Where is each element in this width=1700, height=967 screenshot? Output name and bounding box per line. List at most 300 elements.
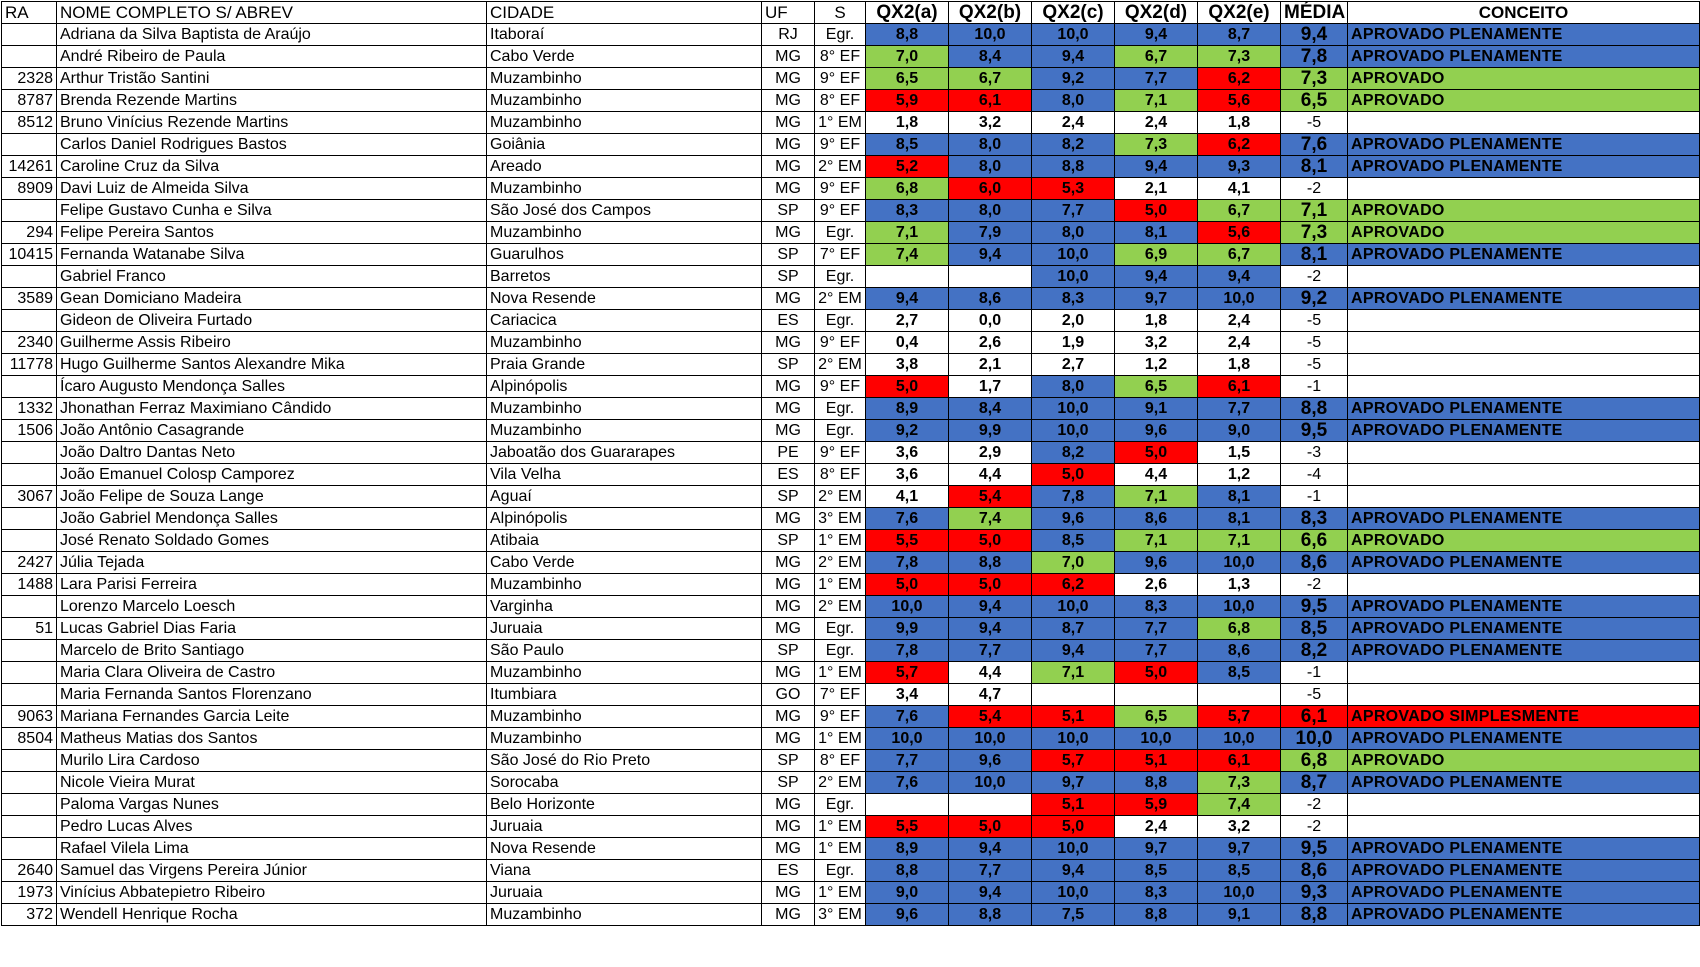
cell-qx2d[interactable]: 9,6 [1115,552,1198,574]
cell-qx2d[interactable]: 6,5 [1115,706,1198,728]
cell-city[interactable]: Belo Horizonte [487,794,762,816]
cell-name[interactable]: João Felipe de Souza Lange [57,486,487,508]
column-header-conceito[interactable]: CONCEITO [1348,2,1700,24]
cell-name[interactable]: Felipe Pereira Santos [57,222,487,244]
cell-qx2a[interactable]: 7,8 [866,640,949,662]
cell-uf[interactable]: PE [762,442,815,464]
cell-qx2c[interactable]: 10,0 [1032,882,1115,904]
cell-qx2c[interactable]: 9,6 [1032,508,1115,530]
cell-qx2d[interactable]: 7,7 [1115,618,1198,640]
cell-qx2e[interactable]: 3,2 [1198,816,1281,838]
cell-city[interactable]: Nova Resende [487,288,762,310]
cell-qx2a[interactable]: 7,6 [866,706,949,728]
cell-qx2b[interactable] [949,266,1032,288]
cell-uf[interactable]: MG [762,904,815,926]
cell-s[interactable]: 2° EM [815,552,866,574]
cell-media[interactable]: -1 [1281,486,1348,508]
cell-qx2e[interactable]: 5,6 [1198,222,1281,244]
cell-conceito[interactable]: APROVADO PLENAMENTE [1348,772,1700,794]
cell-qx2a[interactable]: 5,7 [866,662,949,684]
cell-uf[interactable]: MG [762,552,815,574]
cell-name[interactable]: Murilo Lira Cardoso [57,750,487,772]
cell-qx2e[interactable]: 6,2 [1198,68,1281,90]
cell-conceito[interactable] [1348,332,1700,354]
cell-conceito[interactable]: APROVADO PLENAMENTE [1348,46,1700,68]
cell-qx2d[interactable]: 9,6 [1115,420,1198,442]
cell-city[interactable]: Barretos [487,266,762,288]
cell-media[interactable]: -2 [1281,816,1348,838]
cell-uf[interactable]: ES [762,464,815,486]
cell-media[interactable]: 8,8 [1281,398,1348,420]
cell-city[interactable]: Juruaia [487,618,762,640]
cell-name[interactable]: Pedro Lucas Alves [57,816,487,838]
cell-media[interactable]: 8,1 [1281,156,1348,178]
cell-name[interactable]: Adriana da Silva Baptista de Araújo [57,24,487,46]
cell-qx2e[interactable]: 1,5 [1198,442,1281,464]
cell-qx2a[interactable]: 7,0 [866,46,949,68]
cell-qx2c[interactable]: 8,8 [1032,156,1115,178]
cell-conceito[interactable] [1348,112,1700,134]
cell-uf[interactable]: SP [762,266,815,288]
cell-qx2d[interactable]: 9,4 [1115,266,1198,288]
cell-ra[interactable]: 51 [2,618,57,640]
cell-uf[interactable]: MG [762,222,815,244]
cell-media[interactable]: 8,2 [1281,640,1348,662]
cell-qx2a[interactable]: 5,5 [866,530,949,552]
cell-qx2d[interactable]: 7,1 [1115,486,1198,508]
cell-city[interactable]: Muzambinho [487,662,762,684]
cell-ra[interactable] [2,464,57,486]
cell-qx2a[interactable]: 7,1 [866,222,949,244]
cell-qx2e[interactable]: 9,7 [1198,838,1281,860]
cell-uf[interactable]: MG [762,618,815,640]
cell-qx2c[interactable]: 6,2 [1032,574,1115,596]
cell-qx2d[interactable] [1115,684,1198,706]
cell-qx2d[interactable]: 4,4 [1115,464,1198,486]
cell-name[interactable]: Brenda Rezende Martins [57,90,487,112]
cell-city[interactable]: Muzambinho [487,420,762,442]
cell-qx2d[interactable]: 7,1 [1115,530,1198,552]
cell-qx2a[interactable]: 9,6 [866,904,949,926]
cell-conceito[interactable] [1348,178,1700,200]
cell-uf[interactable]: MG [762,68,815,90]
cell-conceito[interactable]: APROVADO [1348,200,1700,222]
cell-qx2d[interactable]: 7,7 [1115,640,1198,662]
cell-uf[interactable]: RJ [762,24,815,46]
cell-qx2b[interactable]: 2,9 [949,442,1032,464]
cell-media[interactable]: 7,6 [1281,134,1348,156]
cell-conceito[interactable] [1348,464,1700,486]
cell-qx2b[interactable]: 3,2 [949,112,1032,134]
cell-qx2e[interactable]: 9,0 [1198,420,1281,442]
cell-qx2e[interactable]: 9,1 [1198,904,1281,926]
cell-conceito[interactable] [1348,354,1700,376]
cell-qx2e[interactable]: 1,2 [1198,464,1281,486]
cell-s[interactable]: 1° EM [815,816,866,838]
cell-media[interactable]: 9,5 [1281,838,1348,860]
cell-qx2e[interactable]: 7,3 [1198,772,1281,794]
cell-qx2d[interactable]: 5,0 [1115,200,1198,222]
cell-s[interactable]: 1° EM [815,574,866,596]
cell-qx2d[interactable]: 9,7 [1115,838,1198,860]
cell-qx2e[interactable]: 6,7 [1198,200,1281,222]
cell-qx2c[interactable]: 10,0 [1032,838,1115,860]
cell-qx2a[interactable]: 3,8 [866,354,949,376]
cell-city[interactable]: Muzambinho [487,112,762,134]
cell-uf[interactable]: MG [762,574,815,596]
cell-ra[interactable] [2,596,57,618]
cell-qx2b[interactable]: 8,8 [949,552,1032,574]
cell-qx2c[interactable]: 8,0 [1032,90,1115,112]
cell-qx2a[interactable]: 10,0 [866,596,949,618]
cell-qx2b[interactable]: 9,6 [949,750,1032,772]
cell-qx2d[interactable]: 6,9 [1115,244,1198,266]
cell-conceito[interactable] [1348,574,1700,596]
cell-ra[interactable]: 8787 [2,90,57,112]
cell-s[interactable]: 9° EF [815,200,866,222]
cell-conceito[interactable] [1348,376,1700,398]
cell-qx2d[interactable]: 5,0 [1115,442,1198,464]
cell-media[interactable]: -5 [1281,332,1348,354]
cell-conceito[interactable]: APROVADO PLENAMENTE [1348,288,1700,310]
cell-qx2a[interactable]: 9,0 [866,882,949,904]
cell-qx2c[interactable]: 9,7 [1032,772,1115,794]
cell-qx2b[interactable]: 9,4 [949,596,1032,618]
cell-media[interactable]: 6,5 [1281,90,1348,112]
cell-ra[interactable] [2,772,57,794]
cell-qx2c[interactable]: 9,4 [1032,46,1115,68]
cell-uf[interactable]: MG [762,882,815,904]
cell-qx2c[interactable]: 10,0 [1032,728,1115,750]
cell-media[interactable]: -1 [1281,376,1348,398]
cell-ra[interactable] [2,530,57,552]
cell-name[interactable]: Gabriel Franco [57,266,487,288]
cell-ra[interactable] [2,442,57,464]
cell-s[interactable]: 2° EM [815,354,866,376]
cell-s[interactable]: 8° EF [815,46,866,68]
cell-name[interactable]: Guilherme Assis Ribeiro [57,332,487,354]
cell-s[interactable]: 8° EF [815,90,866,112]
cell-s[interactable]: Egr. [815,310,866,332]
cell-uf[interactable]: MG [762,156,815,178]
cell-qx2a[interactable]: 3,6 [866,464,949,486]
cell-city[interactable]: Vila Velha [487,464,762,486]
cell-qx2b[interactable]: 5,0 [949,530,1032,552]
cell-name[interactable]: Jhonathan Ferraz Maximiano Cândido [57,398,487,420]
cell-media[interactable]: 6,6 [1281,530,1348,552]
cell-qx2a[interactable]: 9,4 [866,288,949,310]
cell-qx2c[interactable]: 1,9 [1032,332,1115,354]
cell-media[interactable]: 10,0 [1281,728,1348,750]
cell-media[interactable]: 9,5 [1281,420,1348,442]
cell-conceito[interactable]: APROVADO PLENAMENTE [1348,596,1700,618]
cell-ra[interactable]: 372 [2,904,57,926]
cell-qx2e[interactable]: 10,0 [1198,882,1281,904]
cell-ra[interactable]: 2328 [2,68,57,90]
cell-ra[interactable] [2,508,57,530]
cell-qx2c[interactable]: 7,7 [1032,200,1115,222]
cell-name[interactable]: Matheus Matias dos Santos [57,728,487,750]
cell-qx2a[interactable]: 2,7 [866,310,949,332]
cell-qx2c[interactable]: 2,0 [1032,310,1115,332]
cell-qx2e[interactable]: 8,7 [1198,24,1281,46]
cell-qx2d[interactable]: 7,3 [1115,134,1198,156]
cell-qx2a[interactable]: 5,0 [866,376,949,398]
cell-qx2e[interactable]: 8,5 [1198,662,1281,684]
cell-qx2a[interactable]: 5,9 [866,90,949,112]
column-header-uf[interactable]: UF [762,2,815,24]
cell-uf[interactable]: MG [762,508,815,530]
cell-ra[interactable]: 2427 [2,552,57,574]
cell-city[interactable]: Alpinópolis [487,376,762,398]
cell-qx2a[interactable]: 4,1 [866,486,949,508]
cell-s[interactable]: 8° EF [815,464,866,486]
cell-uf[interactable]: MG [762,398,815,420]
cell-qx2b[interactable]: 6,1 [949,90,1032,112]
cell-s[interactable]: Egr. [815,24,866,46]
cell-qx2b[interactable]: 2,1 [949,354,1032,376]
cell-qx2c[interactable]: 2,4 [1032,112,1115,134]
cell-ra[interactable]: 9063 [2,706,57,728]
cell-uf[interactable]: SP [762,772,815,794]
cell-city[interactable]: Muzambinho [487,90,762,112]
cell-qx2d[interactable]: 8,3 [1115,596,1198,618]
cell-s[interactable]: 9° EF [815,68,866,90]
cell-city[interactable]: São José dos Campos [487,200,762,222]
cell-city[interactable]: Cariacica [487,310,762,332]
cell-s[interactable]: Egr. [815,266,866,288]
cell-conceito[interactable]: APROVADO PLENAMENTE [1348,838,1700,860]
cell-ra[interactable] [2,838,57,860]
cell-s[interactable]: 9° EF [815,134,866,156]
cell-name[interactable]: João Daltro Dantas Neto [57,442,487,464]
cell-qx2e[interactable]: 7,1 [1198,530,1281,552]
cell-qx2a[interactable]: 9,9 [866,618,949,640]
cell-media[interactable]: -3 [1281,442,1348,464]
cell-qx2b[interactable]: 8,6 [949,288,1032,310]
cell-qx2e[interactable]: 8,1 [1198,508,1281,530]
cell-qx2d[interactable]: 1,2 [1115,354,1198,376]
cell-s[interactable]: Egr. [815,420,866,442]
cell-s[interactable]: 1° EM [815,112,866,134]
cell-city[interactable]: Atibaia [487,530,762,552]
cell-qx2e[interactable]: 7,7 [1198,398,1281,420]
cell-qx2d[interactable]: 8,5 [1115,860,1198,882]
cell-media[interactable]: 8,5 [1281,618,1348,640]
cell-qx2e[interactable]: 8,5 [1198,860,1281,882]
cell-qx2e[interactable]: 2,4 [1198,332,1281,354]
cell-ra[interactable]: 1488 [2,574,57,596]
cell-conceito[interactable]: APROVADO PLENAMENTE [1348,728,1700,750]
cell-uf[interactable]: MG [762,134,815,156]
cell-qx2c[interactable]: 5,0 [1032,464,1115,486]
cell-conceito[interactable] [1348,486,1700,508]
cell-media[interactable]: 7,8 [1281,46,1348,68]
cell-conceito[interactable]: APROVADO PLENAMENTE [1348,552,1700,574]
cell-name[interactable]: Bruno Vinícius Rezende Martins [57,112,487,134]
cell-uf[interactable]: MG [762,596,815,618]
cell-qx2a[interactable]: 7,4 [866,244,949,266]
cell-name[interactable]: Maria Clara Oliveira de Castro [57,662,487,684]
cell-media[interactable]: -5 [1281,112,1348,134]
cell-qx2c[interactable]: 9,4 [1032,860,1115,882]
cell-conceito[interactable]: APROVADO PLENAMENTE [1348,134,1700,156]
cell-qx2a[interactable]: 8,9 [866,398,949,420]
cell-uf[interactable]: MG [762,46,815,68]
cell-s[interactable]: 9° EF [815,442,866,464]
column-header-qx2d[interactable]: QX2(d) [1115,2,1198,24]
cell-s[interactable]: Egr. [815,222,866,244]
cell-uf[interactable]: SP [762,530,815,552]
cell-qx2a[interactable]: 0,4 [866,332,949,354]
cell-name[interactable]: Paloma Vargas Nunes [57,794,487,816]
cell-qx2d[interactable]: 9,4 [1115,156,1198,178]
cell-media[interactable]: -1 [1281,662,1348,684]
cell-name[interactable]: Lorenzo Marcelo Loesch [57,596,487,618]
cell-qx2e[interactable]: 5,6 [1198,90,1281,112]
cell-qx2d[interactable]: 10,0 [1115,728,1198,750]
cell-qx2d[interactable]: 8,6 [1115,508,1198,530]
cell-city[interactable]: Muzambinho [487,706,762,728]
cell-qx2e[interactable]: 9,4 [1198,266,1281,288]
cell-ra[interactable]: 10415 [2,244,57,266]
cell-conceito[interactable]: APROVADO PLENAMENTE [1348,244,1700,266]
cell-qx2b[interactable]: 7,9 [949,222,1032,244]
cell-qx2a[interactable]: 7,7 [866,750,949,772]
cell-ra[interactable] [2,134,57,156]
cell-uf[interactable]: ES [762,860,815,882]
cell-s[interactable]: Egr. [815,794,866,816]
cell-qx2b[interactable]: 4,4 [949,464,1032,486]
cell-name[interactable]: Marcelo de Brito Santiago [57,640,487,662]
cell-city[interactable]: Praia Grande [487,354,762,376]
cell-qx2d[interactable]: 8,8 [1115,772,1198,794]
cell-s[interactable]: 9° EF [815,178,866,200]
cell-conceito[interactable] [1348,266,1700,288]
cell-qx2a[interactable]: 9,2 [866,420,949,442]
cell-media[interactable]: 9,3 [1281,882,1348,904]
cell-media[interactable]: 8,6 [1281,860,1348,882]
cell-name[interactable]: João Gabriel Mendonça Salles [57,508,487,530]
cell-qx2b[interactable] [949,794,1032,816]
cell-qx2c[interactable]: 5,1 [1032,794,1115,816]
cell-conceito[interactable]: APROVADO PLENAMENTE [1348,618,1700,640]
cell-qx2c[interactable]: 10,0 [1032,244,1115,266]
cell-uf[interactable]: GO [762,684,815,706]
cell-qx2c[interactable]: 8,3 [1032,288,1115,310]
cell-ra[interactable]: 8504 [2,728,57,750]
cell-qx2b[interactable]: 10,0 [949,728,1032,750]
cell-s[interactable]: 9° EF [815,706,866,728]
column-header-media[interactable]: MÉDIA [1281,2,1348,24]
cell-qx2b[interactable]: 6,7 [949,68,1032,90]
cell-ra[interactable] [2,266,57,288]
cell-qx2a[interactable]: 3,4 [866,684,949,706]
cell-conceito[interactable] [1348,794,1700,816]
cell-s[interactable]: 1° EM [815,728,866,750]
cell-qx2b[interactable]: 10,0 [949,24,1032,46]
cell-qx2c[interactable]: 5,7 [1032,750,1115,772]
cell-qx2a[interactable] [866,266,949,288]
cell-name[interactable]: Davi Luiz de Almeida Silva [57,178,487,200]
cell-uf[interactable]: SP [762,244,815,266]
cell-city[interactable]: Muzambinho [487,574,762,596]
cell-qx2e[interactable]: 1,3 [1198,574,1281,596]
cell-media[interactable]: -2 [1281,266,1348,288]
cell-uf[interactable]: MG [762,794,815,816]
cell-qx2a[interactable]: 8,3 [866,200,949,222]
cell-qx2e[interactable]: 10,0 [1198,596,1281,618]
cell-ra[interactable] [2,46,57,68]
cell-conceito[interactable]: APROVADO PLENAMENTE [1348,24,1700,46]
cell-qx2e[interactable]: 6,1 [1198,750,1281,772]
cell-name[interactable]: Hugo Guilherme Santos Alexandre Mika [57,354,487,376]
cell-uf[interactable]: SP [762,486,815,508]
cell-media[interactable]: 8,3 [1281,508,1348,530]
cell-uf[interactable]: MG [762,706,815,728]
cell-qx2a[interactable]: 8,5 [866,134,949,156]
cell-qx2c[interactable]: 9,4 [1032,640,1115,662]
cell-media[interactable]: 6,1 [1281,706,1348,728]
cell-qx2c[interactable]: 8,0 [1032,222,1115,244]
cell-name[interactable]: Gideon de Oliveira Furtado [57,310,487,332]
cell-conceito[interactable]: APROVADO [1348,530,1700,552]
column-header-s[interactable]: S [815,2,866,24]
cell-name[interactable]: Felipe Gustavo Cunha e Silva [57,200,487,222]
cell-media[interactable]: 7,3 [1281,222,1348,244]
cell-qx2e[interactable]: 1,8 [1198,112,1281,134]
cell-city[interactable]: Guarulhos [487,244,762,266]
cell-name[interactable]: Gean Domiciano Madeira [57,288,487,310]
cell-media[interactable]: 8,6 [1281,552,1348,574]
cell-name[interactable]: José Renato Soldado Gomes [57,530,487,552]
cell-qx2e[interactable]: 6,7 [1198,244,1281,266]
cell-name[interactable]: Fernanda Watanabe Silva [57,244,487,266]
cell-ra[interactable] [2,200,57,222]
cell-name[interactable]: Lucas Gabriel Dias Faria [57,618,487,640]
cell-uf[interactable]: MG [762,90,815,112]
column-header-qx2a[interactable]: QX2(a) [866,2,949,24]
cell-media[interactable]: 9,5 [1281,596,1348,618]
cell-s[interactable]: 1° EM [815,530,866,552]
cell-qx2d[interactable]: 6,5 [1115,376,1198,398]
cell-qx2e[interactable]: 6,1 [1198,376,1281,398]
cell-conceito[interactable]: APROVADO PLENAMENTE [1348,860,1700,882]
cell-city[interactable]: Muzambinho [487,728,762,750]
cell-qx2a[interactable]: 6,8 [866,178,949,200]
cell-ra[interactable]: 2340 [2,332,57,354]
cell-media[interactable]: 7,1 [1281,200,1348,222]
cell-name[interactable]: João Emanuel Colosp Camporez [57,464,487,486]
cell-uf[interactable]: MG [762,728,815,750]
cell-media[interactable]: -5 [1281,684,1348,706]
cell-qx2b[interactable]: 5,4 [949,706,1032,728]
cell-city[interactable]: Cabo Verde [487,46,762,68]
cell-qx2d[interactable]: 8,1 [1115,222,1198,244]
cell-media[interactable]: 8,8 [1281,904,1348,926]
cell-qx2a[interactable]: 5,5 [866,816,949,838]
cell-qx2d[interactable]: 6,7 [1115,46,1198,68]
cell-ra[interactable]: 8909 [2,178,57,200]
cell-qx2b[interactable]: 9,9 [949,420,1032,442]
cell-media[interactable]: 9,2 [1281,288,1348,310]
cell-qx2e[interactable]: 9,3 [1198,156,1281,178]
cell-ra[interactable]: 8512 [2,112,57,134]
cell-qx2e[interactable]: 6,8 [1198,618,1281,640]
cell-city[interactable]: São Paulo [487,640,762,662]
cell-qx2a[interactable]: 5,2 [866,156,949,178]
cell-conceito[interactable]: APROVADO PLENAMENTE [1348,156,1700,178]
